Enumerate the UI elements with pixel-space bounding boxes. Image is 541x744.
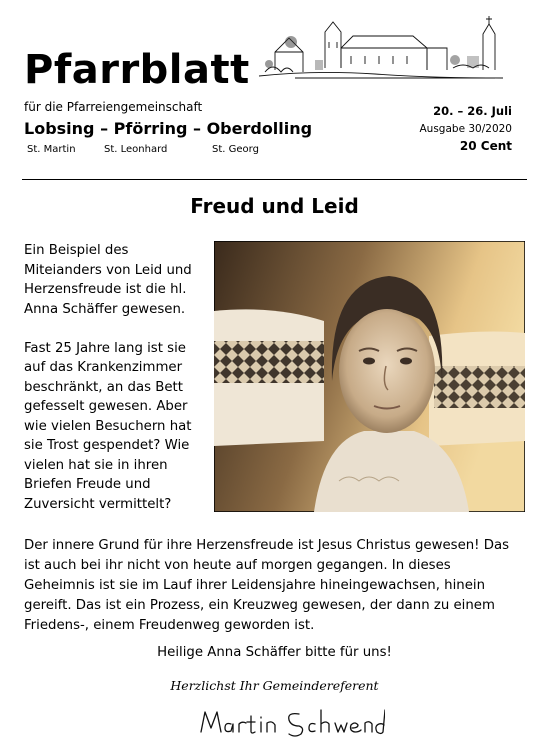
portrait-photo	[214, 241, 525, 512]
patron-st-georg: St. Georg	[212, 144, 259, 155]
intro-paragraph: Ein Beispiel des Miteianders von Leid und Herzensfreude ist die hl. Anna Schäffer gewesen.	[24, 243, 192, 317]
intro-paragraph: Fast 25 Jahre lang ist sie auf das Krankenzimmer beschränkt, an das Bett gefesselt gewesen. Aber wie vielen Besuchern hat sie Trost gespendet? Wie vielen hat sie in ihren Briefen Freude und Zuversicht vermittelt?	[24, 340, 192, 512]
article-heading: Freud und Leid	[190, 194, 359, 218]
issue-number: Ausgabe 30/2020	[419, 123, 512, 135]
closing-greeting: Herzlichst Ihr Gemeindereferent	[170, 678, 379, 693]
patron-st-leonhard: St. Leonhard	[104, 144, 168, 155]
prayer-line: Heilige Anna Schäffer bitte für uns!	[157, 645, 392, 660]
article-body: Der innere Grund für ihre Herzensfreude ist Jesus Christus gewesen! Das ist auch bei ihr nicht von heute auf morgen gegangen. In dieses Geheimnis ist sie im Lauf ihrer Leidensjahre hineingewachsen, hinein gereift. Das ist ein Prozess, ein Kreuzweg gewesen, der dann zu einem Friedens-, einem Freudenweg geworden ist.	[24, 538, 510, 633]
issue-date-range: 20. – 26. Juli	[433, 104, 512, 118]
patron-st-martin: St. Martin	[27, 144, 76, 155]
header-divider	[22, 179, 527, 180]
parish-names: Lobsing – Pförring – Oberdolling	[24, 119, 313, 138]
issue-price: 20 Cent	[459, 139, 512, 153]
church-sketch-illustration	[255, 12, 507, 84]
masthead-title: Pfarrblatt	[24, 47, 250, 93]
masthead-subtitle: für die Pfarreiengemeinschaft	[24, 100, 203, 114]
handwritten-signature	[195, 702, 385, 740]
article-intro	[24, 241, 208, 534]
